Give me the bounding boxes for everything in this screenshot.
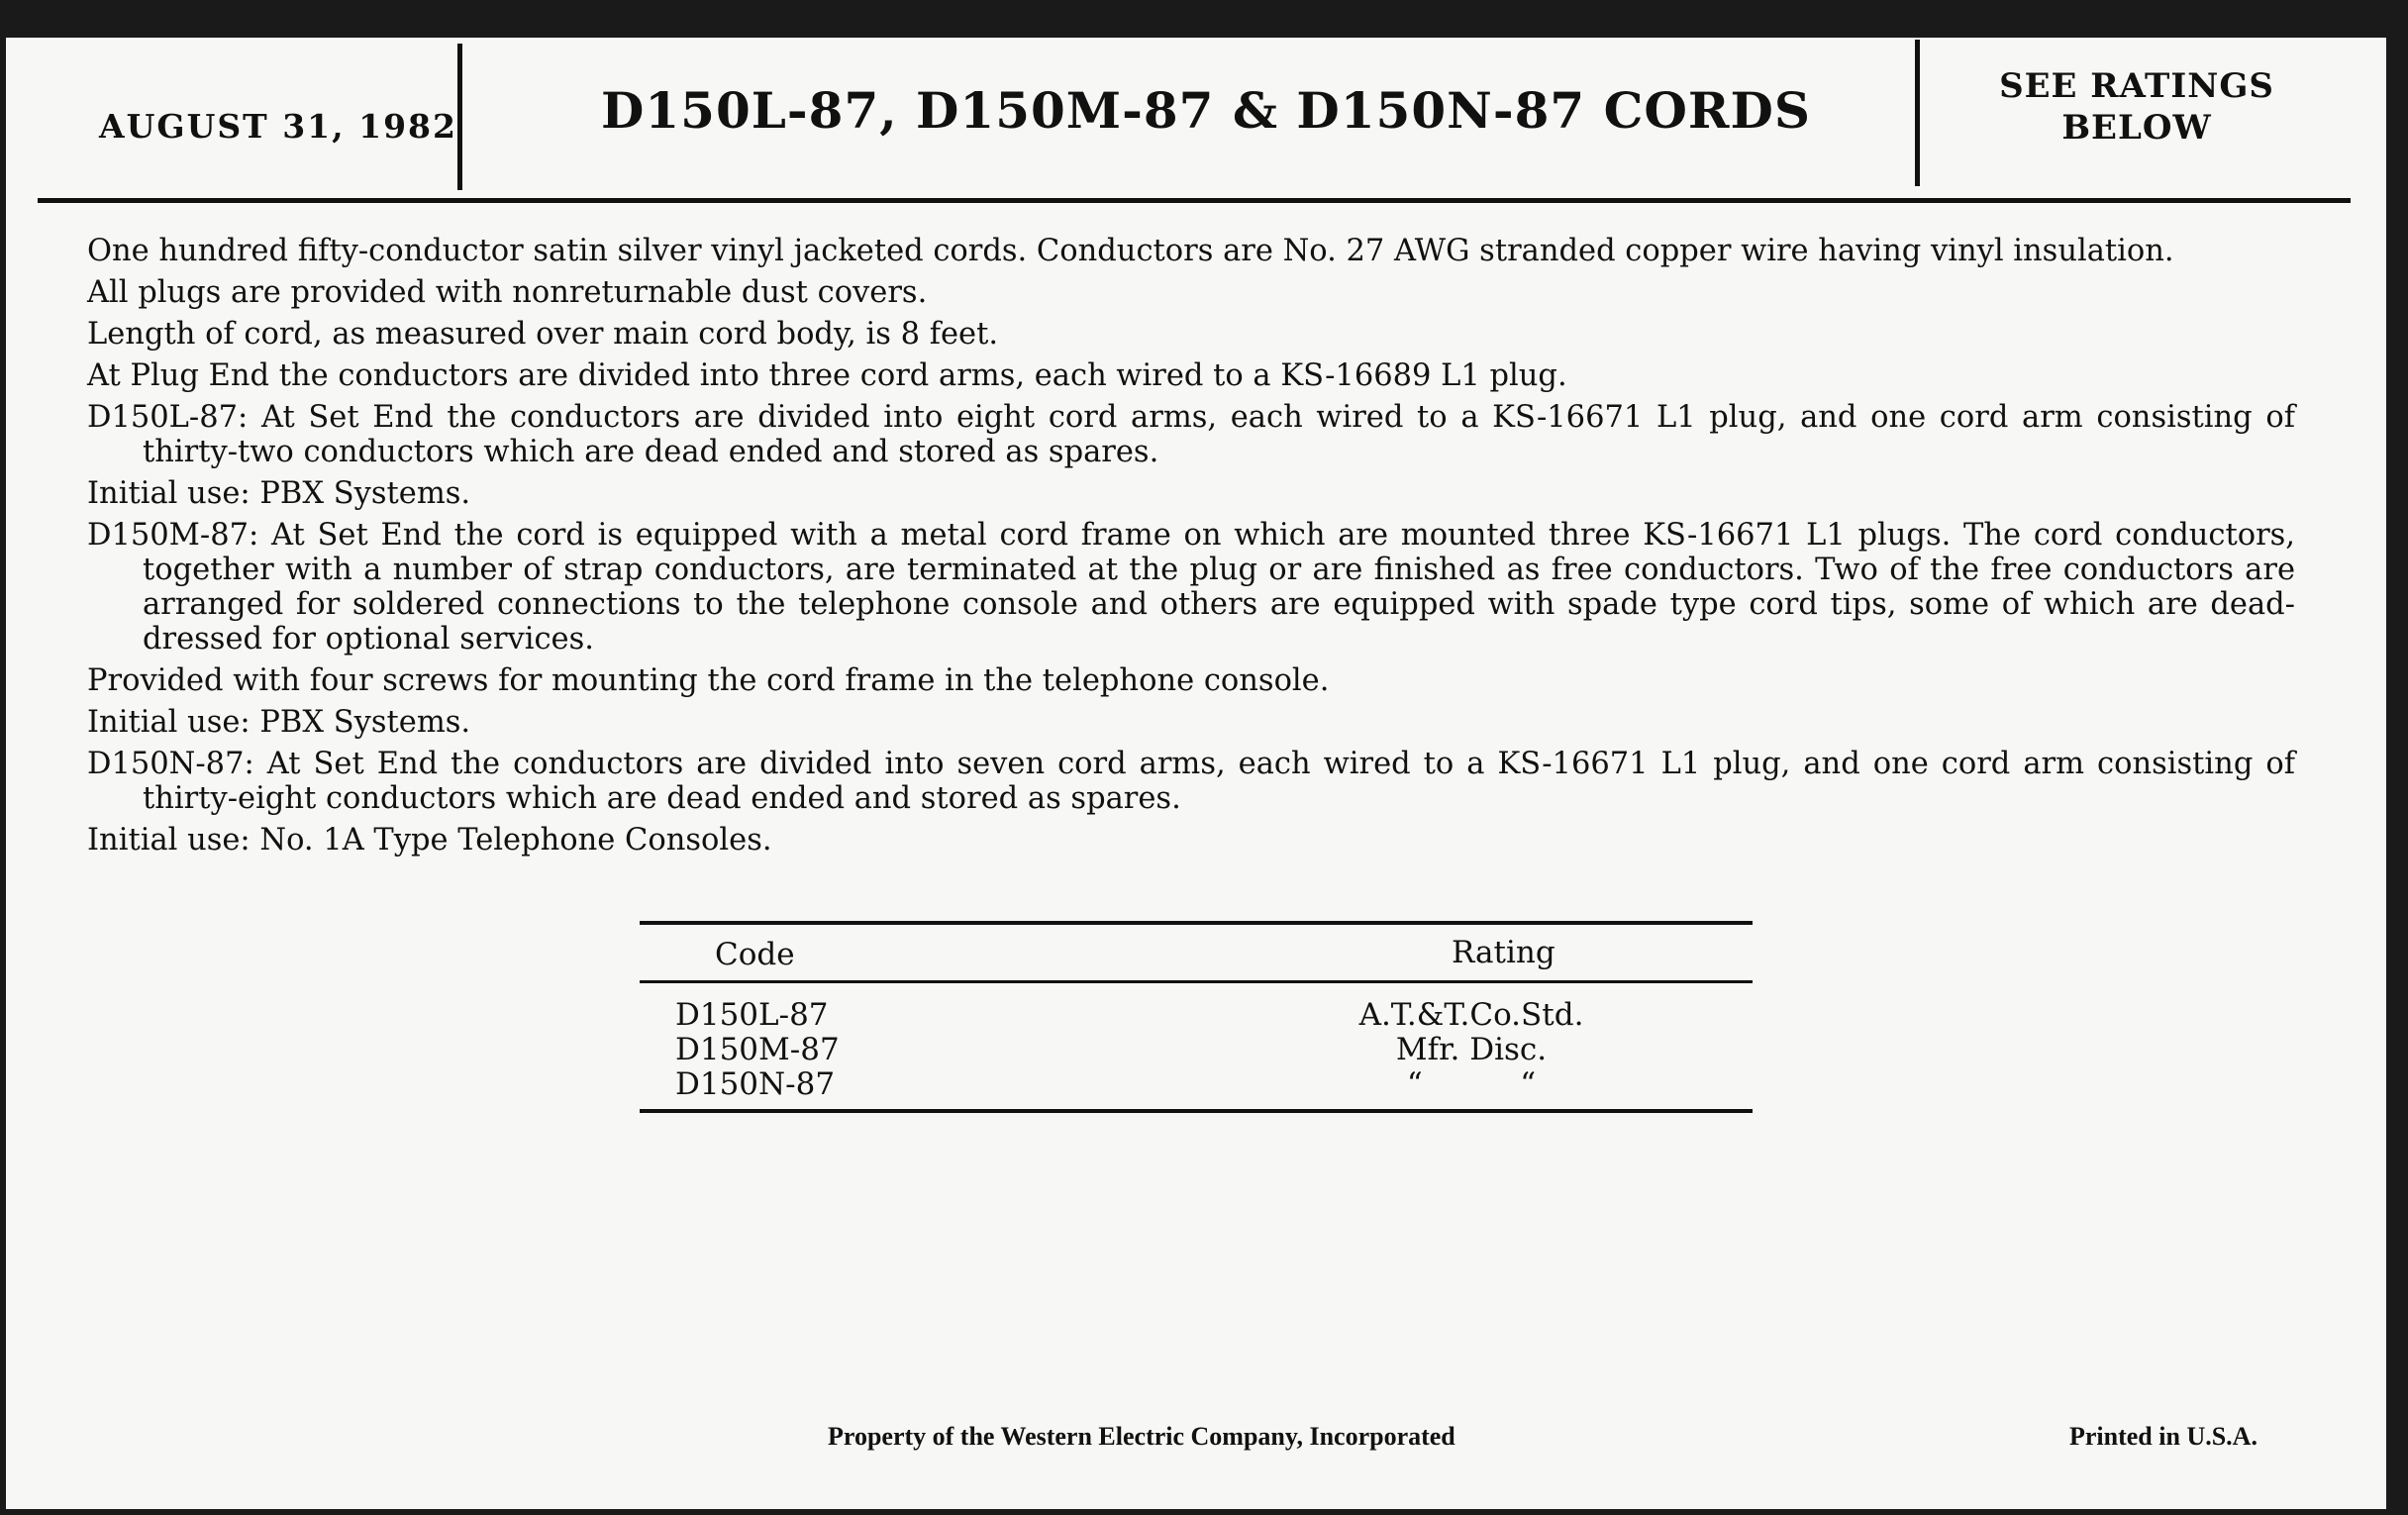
paragraph: Initial use: PBX Systems. <box>87 476 471 511</box>
paragraph: Initial use: No. 1A Type Telephone Consoles. <box>87 823 772 858</box>
paragraph: Provided with four screws for mounting the cord frame in the telephone console. <box>87 663 1330 698</box>
ratings-note-line1: SEE RATINGS <box>1999 66 2274 106</box>
cell-rating: Mfr. Disc. <box>1395 1032 1548 1067</box>
document-sheet <box>6 38 2386 1509</box>
paragraph: D150L-87: At Set End the conductors are divided into eight cord arms, each wired to a KS-16671 L1 plug, and one cord arm consisting of thirty-two conductors which are dead ended and stored as spares. <box>87 400 2295 469</box>
header-divider <box>457 44 462 190</box>
ratings-note-line2: BELOW <box>2061 108 2212 148</box>
paragraph: D150M-87: At Set End the cord is equipped with a metal cord frame on which are mounted three KS-16671 L1 plugs. The cord conductors, together with a number of strap conductors, are terminated at the plug or are finished as free conductors. Two of the free conductors are arranged for soldered connections to the telephone console and others are equipped with spade type cord tips, some of which are dead-dressed for optional services. <box>87 518 2295 656</box>
table-row <box>640 1066 1753 1101</box>
cell-code: D150N-87 <box>675 1066 836 1102</box>
ratings-table <box>640 921 1753 1113</box>
printed-notice: Printed in U.S.A. <box>2069 1422 2258 1451</box>
property-notice: Property of the Western Electric Company, Incorporated <box>828 1422 1455 1451</box>
column-header-code: Code <box>715 937 795 972</box>
paragraph: At Plug End the conductors are divided into three cord arms, each wired to a KS-16689 L1 plug. <box>87 358 1567 393</box>
table-header <box>640 925 1753 983</box>
paragraph: D150N-87: At Set End the conductors are divided into seven cord arms, each wired to a KS-16671 L1 plug, and one cord arm consisting of thirty-eight conductors which are dead ended and stored as spares. <box>87 747 2295 816</box>
table-row <box>640 1032 1753 1066</box>
column-header-rating: Rating <box>1452 935 1555 970</box>
paragraph: One hundred fifty-conductor satin silver vinyl jacketed cords. Conductors are No. 27 AWG stranded copper wire having vinyl insulation. <box>87 234 2174 268</box>
header-divider <box>1915 40 1920 186</box>
document-header <box>38 38 2351 203</box>
document-title: D150L-87, D150M-87 & D150N-87 CORDS <box>601 81 1811 140</box>
document-body <box>87 234 2295 864</box>
cell-code: D150M-87 <box>675 1032 840 1067</box>
cell-rating: A.T.&T.Co.Std. <box>1358 997 1584 1033</box>
table-row <box>640 997 1753 1032</box>
cell-rating: “ “ <box>1406 1066 1537 1102</box>
cell-code: D150L-87 <box>675 997 829 1033</box>
table-body <box>640 983 1753 1113</box>
ratings-note <box>1929 65 2345 149</box>
paragraph: Initial use: PBX Systems. <box>87 705 471 740</box>
issue-date: AUGUST 31, 1982 <box>99 107 457 146</box>
paragraph: Length of cord, as measured over main cord body, is 8 feet. <box>87 317 999 352</box>
paragraph: All plugs are provided with nonreturnable dust covers. <box>87 275 928 310</box>
